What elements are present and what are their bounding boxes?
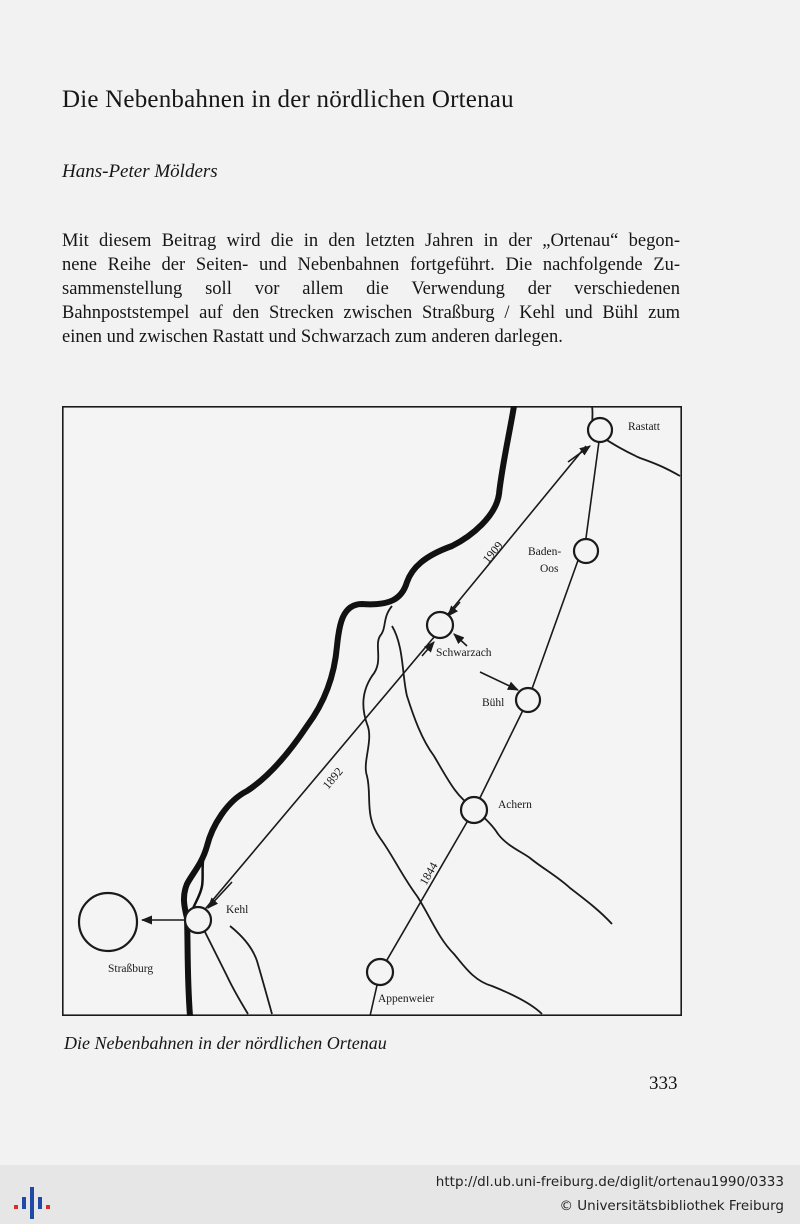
label-rastatt: Rastatt: [628, 421, 660, 433]
body-line: Bahnpoststempel auf den Strecken zwischen Straßburg / Kehl und Bühl zum: [62, 303, 680, 323]
article-body: [62, 229, 680, 349]
station-schwarzach: [427, 612, 453, 638]
copyright-notice: © Universitätsbibliothek Freiburg: [559, 1198, 784, 1214]
railway-map: [62, 406, 682, 1016]
station-strassburg: [79, 893, 137, 951]
footer-bar: [0, 1165, 800, 1224]
body-line: Mit diesem Beitrag wird die in den letzten Jahren in der „Ortenau“ begon-: [62, 231, 680, 251]
article-author: Hans-Peter Mölders: [62, 161, 218, 182]
label-kehl: Kehl: [226, 904, 249, 916]
body-line: nene Reihe der Seiten- und Nebenbahnen fortgeführt. Die nachfolgende Zu-: [62, 255, 680, 275]
label-baden-oos-2: Oos: [540, 563, 559, 575]
article-title: Die Nebenbahnen in der nördlichen Ortenau: [62, 86, 514, 113]
label-appenweier: Appenweier: [378, 993, 435, 1005]
library-logo-icon: [12, 1175, 52, 1219]
page-number: 333: [649, 1073, 678, 1094]
label-schwarzach: Schwarzach: [436, 647, 492, 659]
label-achern: Achern: [498, 799, 532, 811]
station-baden-oos: [574, 539, 598, 563]
label-baden-oos-1: Baden-: [528, 546, 562, 558]
figure-caption: Die Nebenbahnen in der nördlichen Ortenau: [64, 1033, 387, 1053]
label-buehl: Bühl: [482, 697, 505, 709]
label-strassburg: Straßburg: [108, 963, 154, 975]
station-buehl: [516, 688, 540, 712]
year-1844: 1844: [416, 859, 441, 888]
body-line: einen und zwischen Rastatt und Schwarzach zum anderen darlegen.: [62, 327, 563, 347]
body-line: sammenstellung soll vor allem die Verwendung der verschiedenen: [62, 279, 680, 299]
station-achern: [461, 797, 487, 823]
station-appenweier: [367, 959, 393, 985]
station-kehl: [185, 907, 211, 933]
document-link[interactable]: http://dl.ub.uni-freiburg.de/diglit/ortenau1990/0333: [435, 1174, 784, 1190]
year-1892: 1892: [319, 764, 346, 792]
station-rastatt: [588, 418, 612, 442]
year-1909: 1909: [479, 538, 506, 566]
